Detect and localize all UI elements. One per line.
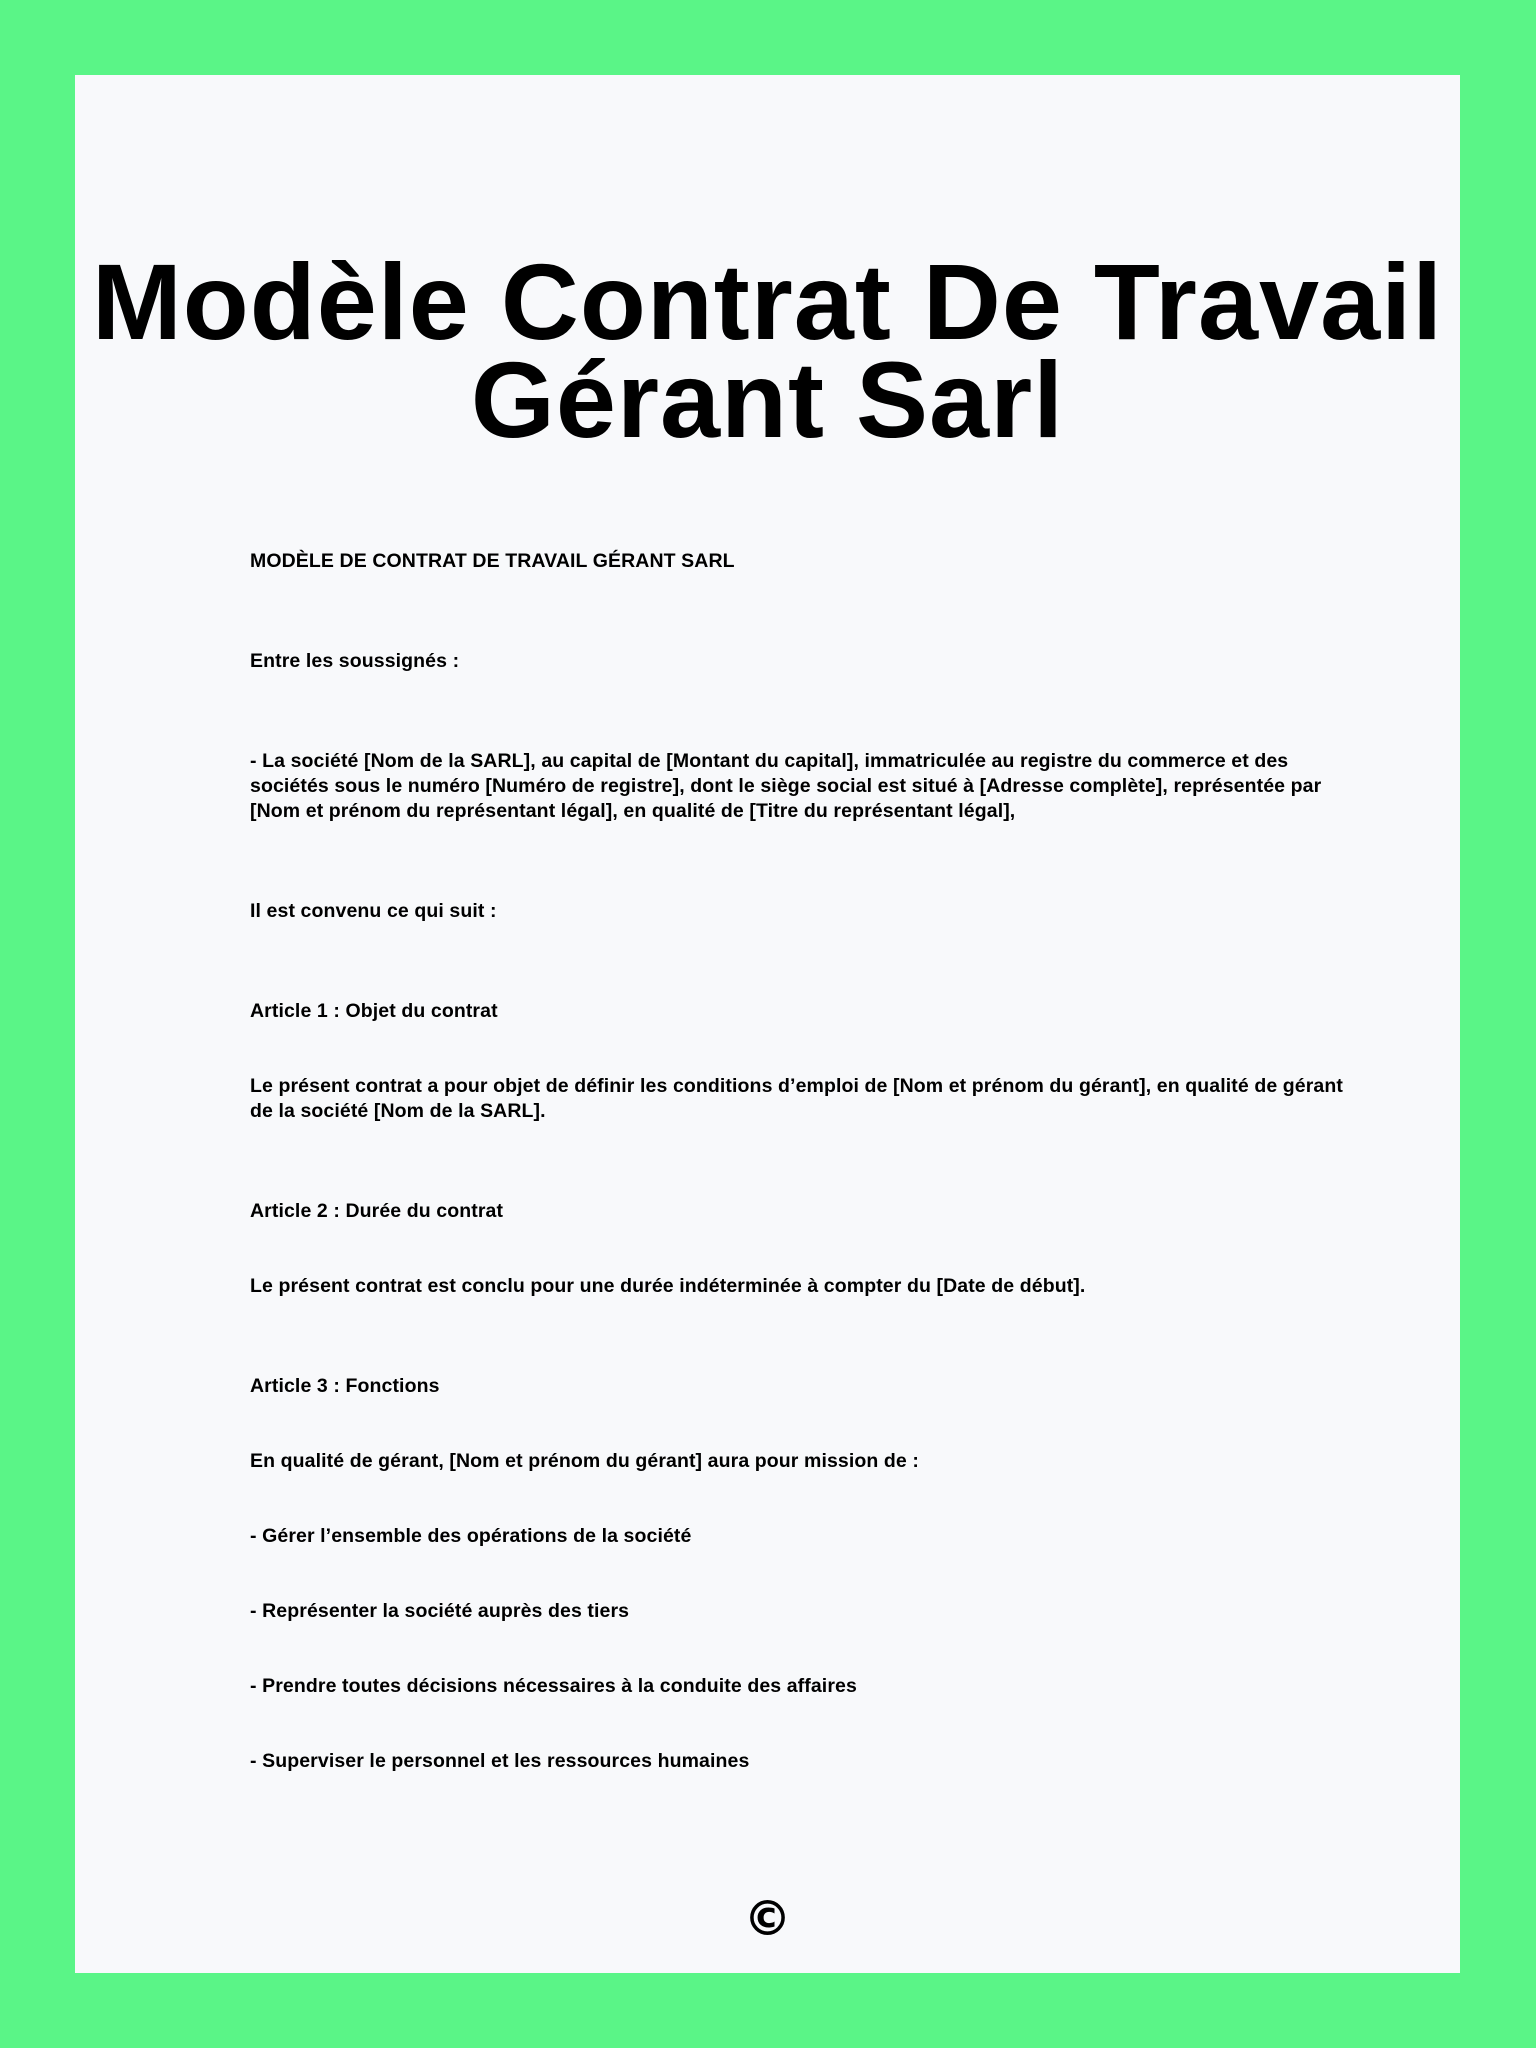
document-heading: MODÈLE DE CONTRAT DE TRAVAIL GÉRANT SARL <box>250 550 735 572</box>
parties-intro: Entre les soussignés : <box>250 650 460 672</box>
mission-item: - Représenter la société auprès des tiers <box>250 1600 630 1622</box>
copyright-icon: © <box>743 1891 792 1947</box>
document-page <box>75 75 1460 1973</box>
article-1-heading: Article 1 : Objet du contrat <box>250 1000 498 1022</box>
mission-item: - Prendre toutes décisions nécessaires à la conduite des affaires <box>250 1675 857 1697</box>
document-title: Modèle Contrat De Travail Gérant Sarl <box>91 241 1444 460</box>
article-3-heading: Article 3 : Fonctions <box>250 1375 440 1397</box>
mission-item: - Gérer l’ensemble des opérations de la société <box>250 1525 692 1547</box>
mission-item: - Superviser le personnel et les ressources humaines <box>250 1750 750 1772</box>
company-paragraph: - La société [Nom de la SARL], au capital de [Montant du capital], immatriculée au registre du commerce et des sociétés sous le numéro [Numéro de registre], dont le siège social est situé à [Adresse complète], représentée par [Nom et prénom du représentant légal], en qualité de [Titre du représentant légal], <box>250 750 1322 822</box>
article-3-text: En qualité de gérant, [Nom et prénom du gérant] aura pour mission de : <box>250 1450 919 1472</box>
agreement-intro: Il est convenu ce qui suit : <box>250 900 497 922</box>
article-2-heading: Article 2 : Durée du contrat <box>250 1200 504 1222</box>
article-2-text: Le présent contrat est conclu pour une durée indéterminée à compter du [Date de début]. <box>250 1275 1086 1297</box>
article-1-text: Le présent contrat a pour objet de définir les conditions d’emploi de [Nom et prénom du gérant], en qualité de gérant de la société [Nom de la SARL]. <box>250 1075 1343 1122</box>
